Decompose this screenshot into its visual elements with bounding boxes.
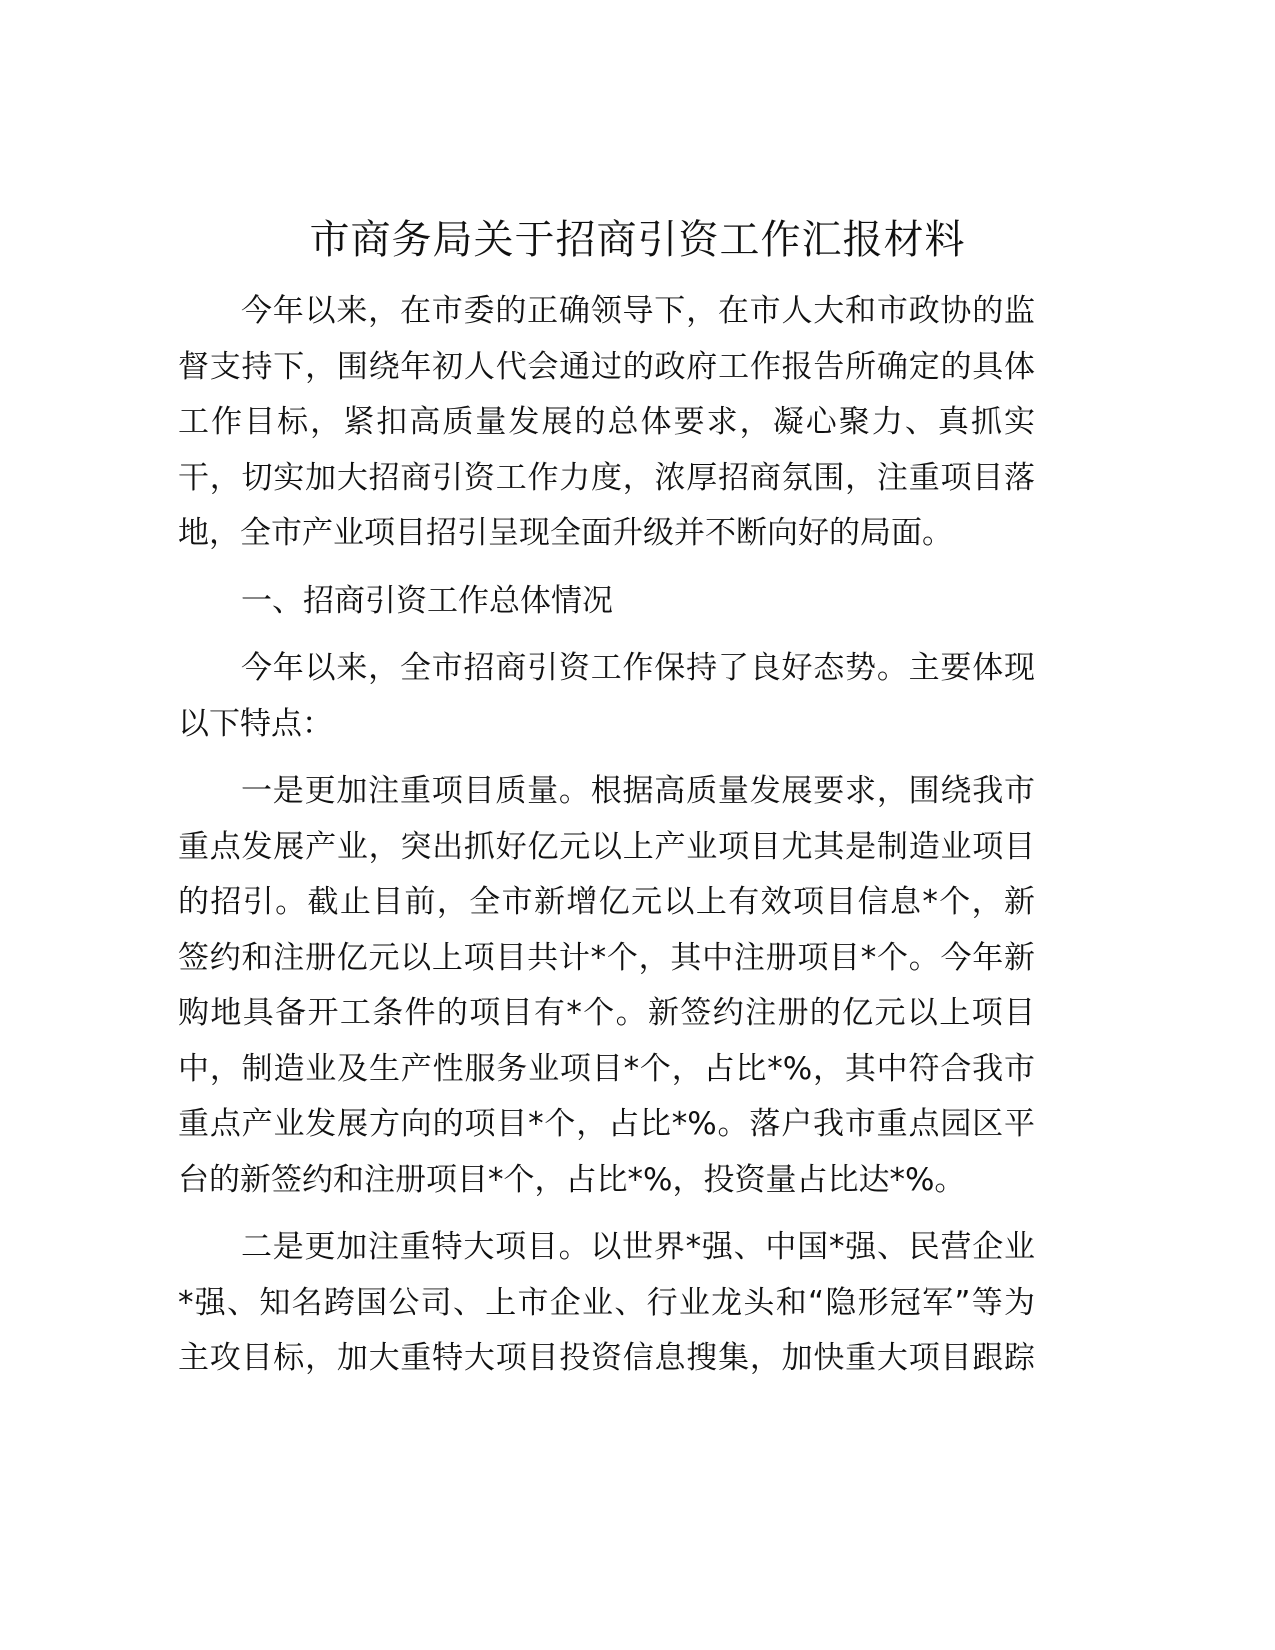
section-heading xyxy=(178,574,1035,630)
text-line: 重点产业发展方向的项目*个，占比*%。落户我市重点园区平 xyxy=(178,1106,1035,1142)
text-line: 购地具备开工条件的项目有*个。新签约注册的亿元以上项目 xyxy=(178,995,1035,1031)
document-title: 市商务局关于招商引资工作汇报材料 xyxy=(309,217,966,263)
text-line: 一是更加注重项目质量。根据高质量发展要求，围绕我市 xyxy=(241,773,1035,809)
text-line: *强、知名跨国公司、上市企业、行业龙头和“隐形冠军”等为 xyxy=(178,1284,1035,1321)
text-line: 干，切实加大招商引资工作力度，浓厚招商氛围，注重项目落 xyxy=(178,459,1035,496)
text-line: 工作目标，紧扣高质量发展的总体要求，凝心聚力、真抓实 xyxy=(178,404,1035,440)
text-line: 重点发展产业，突出抓好亿元以上产业项目尤其是制造业项目 xyxy=(178,828,1035,865)
text-line: 督支持下，围绕年初人代会通过的政府工作报告所确定的具体 xyxy=(178,348,1035,385)
paragraph xyxy=(178,1220,1035,1387)
text-line: 今年以来，全市招商引资工作保持了良好态势。主要体现 xyxy=(241,650,1035,686)
paragraph xyxy=(178,284,1035,562)
text-line: 二是更加注重特大项目。以世界*强、中国*强、民营企业 xyxy=(241,1229,1035,1265)
document-body xyxy=(178,284,1035,1399)
text-line: 的招引。截止目前，全市新增亿元以上有效项目信息*个，新 xyxy=(178,884,1035,920)
text-line: 主攻目标，加大重特大项目投资信息搜集，加快重大项目跟踪 xyxy=(178,1340,1035,1376)
text-line: 地，全市产业项目招引呈现全面升级并不断向好的局面。 xyxy=(178,515,953,551)
text-line: 台的新签约和注册项目*个，占比*%，投资量占比达*%。 xyxy=(178,1161,966,1198)
text-line: 以下特点： xyxy=(178,705,333,742)
text-line: 一、招商引资工作总体情况 xyxy=(241,582,613,619)
text-line: 今年以来，在市委的正确领导下，在市人大和市政协的监 xyxy=(241,293,1035,329)
text-line: 签约和注册亿元以上项目共计*个，其中注册项目*个。今年新 xyxy=(178,939,1035,976)
paragraph xyxy=(178,641,1035,752)
text-line: 中，制造业及生产性服务业项目*个，占比*%，其中符合我市 xyxy=(178,1050,1035,1087)
paragraph xyxy=(178,764,1035,1208)
